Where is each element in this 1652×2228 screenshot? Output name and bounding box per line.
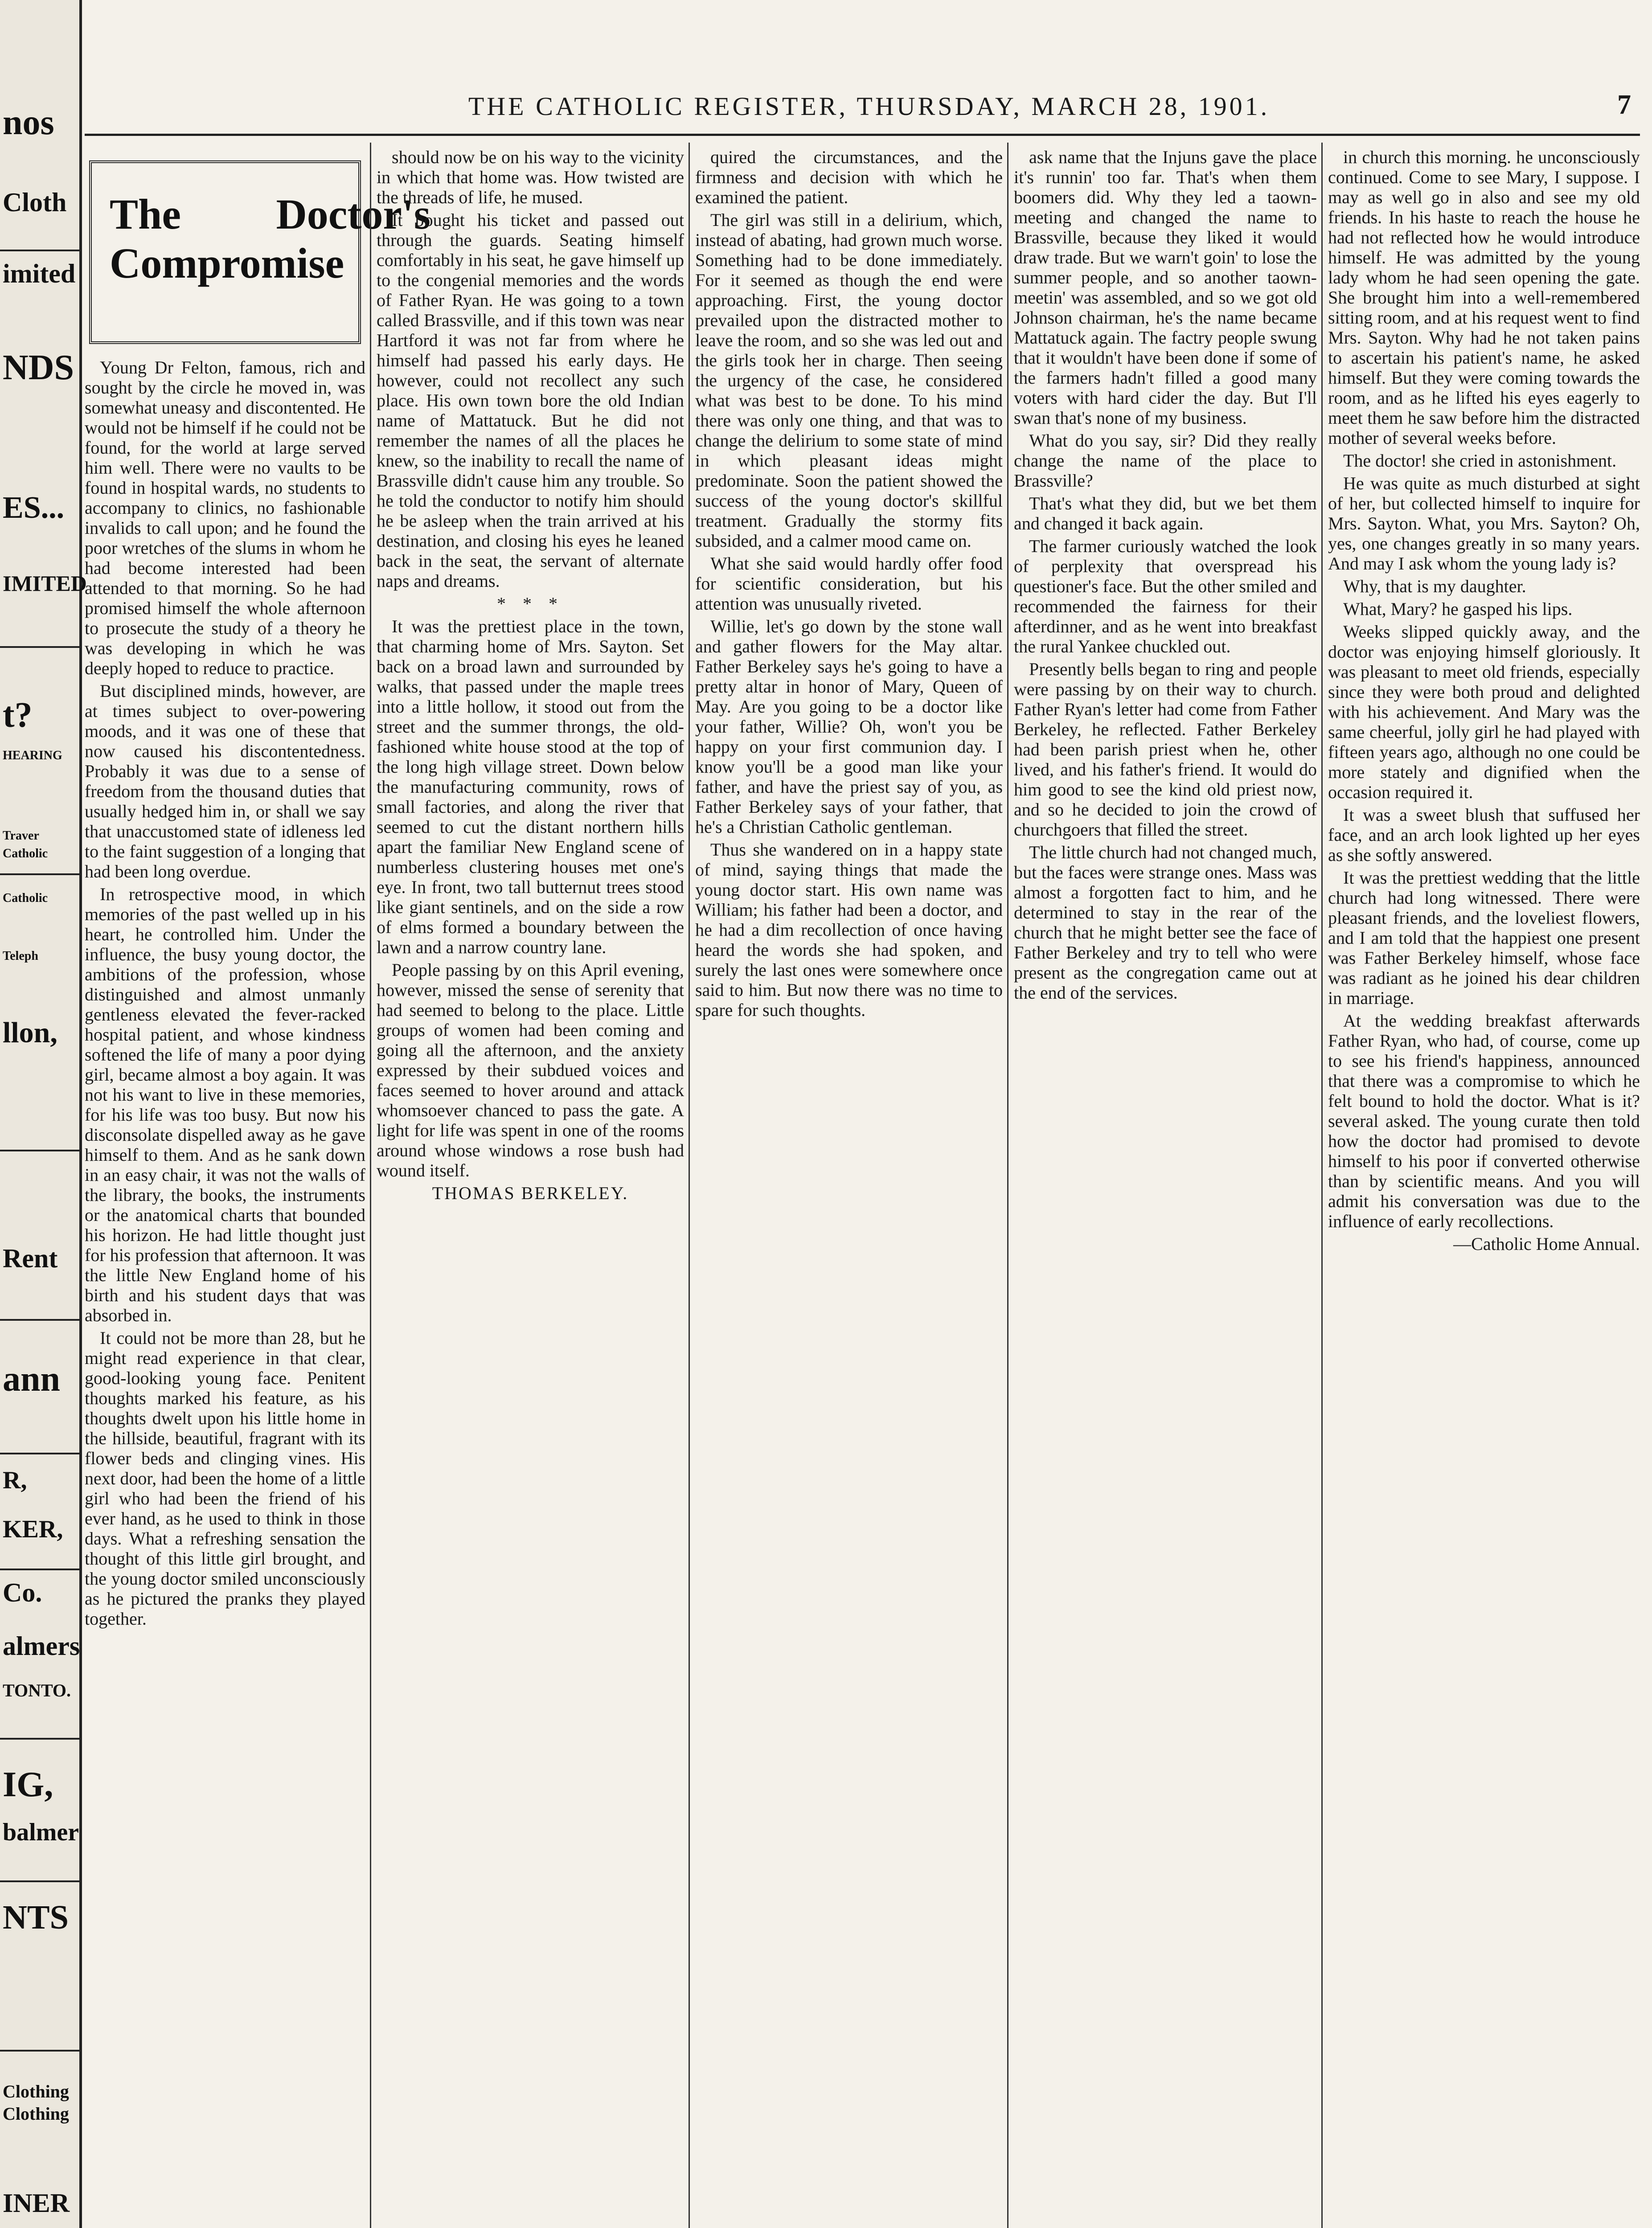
paragraph: It was the prettiest place in the town, that charming home of Mrs. Sayton. Set back on a broad lawn and surrounded by walks, that passed under the maple trees into a little hollow, it stood out from the street and the summer throngs, the old-fashioned white house stood at the top of the long high village street. Down below the manufacturing community, rows of small factories, and along the river that seemed to cut the distant northern hills apart the familiar New England scene of numberless clustering houses met one's eye. In front, two tall butternut trees stood like giant sentinels, and on the side a row of elms formed a boundary between the lawn and a narrow country lane. xyxy=(377,616,684,957)
article-column-2 xyxy=(377,147,684,2228)
edge-fragment: KER, xyxy=(3,1515,63,1543)
edge-fragment: NTS xyxy=(3,1899,69,1936)
edge-fragment: Clothing xyxy=(3,2081,69,2101)
edge-fragment: ES... xyxy=(3,491,65,525)
edge-fragment: llon, xyxy=(3,1016,57,1049)
page-header xyxy=(85,0,1644,147)
paragraph: The farmer curiously watched the look of perplexity that overspread his questioner's face. But the other smiled and recommended the fairness for their afterdinner, and as he went into breakfast the rural Yankee chuckled out. xyxy=(1014,536,1317,656)
paragraph: In retrospective mood, in which memories of the past welled up in his heart, he controlled him. Under the influence, the busy young doctor, the ambitions of the profession, whose distinguished and almost unmanly gentleness elevated the fever-racked hospital patient, and whose kindness softened the life of many a poor dying girl, became almost a boy again. It was not his want to live in these memories, for his life was too busy. But now his disconsolate dispelled away as he gave himself to them. And as he sank down in an easy chair, it was not the walls of the library, the books, the instruments or the anatomical charts that bounded his horizon. He had little thought just for his profession that afternoon. It was the little New England home of his birth and his student days that was absorbed in. xyxy=(85,884,365,1325)
paragraph: It bought his ticket and passed out through the guards. Seating himself comfortably in his seat, he gave himself up to the congenial memories and the words of Father Ryan. He was going to a town called Brassville, and if this town was near Hartford it was not far from where he himself had passed his early days. He however, could not recollect any such place. His own town bore the old Indian name of Mattatuck. But he did not remember the names of all the places he knew, so the inability to recall the name of Brassville didn't cause him any trouble. So he told the conductor to notify him should he be asleep when the train arrived at his destination, and closing his eyes he leaned back in the seat, the servant of alternate naps and dreams. xyxy=(377,210,684,591)
paragraph: It was a sweet blush that suffused her face, and an arch look lighted up her eyes as she softly answered. xyxy=(1328,805,1640,865)
adjacent-page-edge xyxy=(0,0,87,2228)
paragraph: The little church had not changed much, but the faces were strange ones. Mass was almost a forgotten fact to him, and he determined to stay in the rear of the church that he might better see the face of Father Berkeley and try to tell who were present as the congregation came out at the end of the services. xyxy=(1014,842,1317,1003)
paragraph: should now be on his way to the vicinity in which that home was. How twisted are the threads of life, he mused. xyxy=(377,147,684,207)
paragraph: Presently bells began to ring and people were passing by on their way to church. Father Ryan's letter had come from Father Berkeley, he reflected. Father Berkeley had been parish priest when he, other lived, and his father's friend. It would do him good to see the kind old priest now, and so he decided to join the crowd of churchgoers that filled the street. xyxy=(1014,659,1317,840)
edge-fragment: balmer xyxy=(3,1818,79,1846)
edge-fragment: Catholic xyxy=(3,847,48,860)
edge-fragment: nos xyxy=(3,103,54,142)
edge-fragment: Rent xyxy=(3,1244,58,1273)
article-headline: The Doctor's Compromise xyxy=(110,190,430,287)
paragraph: Willie, let's go down by the stone wall and gather flowers for the May altar. Father Berkeley says he's going to have a pretty altar in honor of Mary, Queen of May. Are you going to be a doctor like your father, Willie? Oh, won't you be happy on your first communion day. I know you'll be a good man like your father, and have the priest say of you, as Father Berkeley says of your father, that he's a Christian Catholic gentleman. xyxy=(695,616,1003,837)
paragraph: Thus she wandered on in a happy state of mind, saying things that made the young doctor start. His own name was William; his father had been a doctor, and he had a dim recollection of once having heard the words she had spoken, and surely the last ones were somewhere once said to him. But now there was no time to spare for such thoughts. xyxy=(695,840,1003,1020)
letter-signature: THOMAS BERKELEY. xyxy=(432,1183,629,1203)
edge-fragment: Traver xyxy=(3,829,39,843)
edge-fragment: INER xyxy=(3,2188,70,2218)
edge-fragment: Co. xyxy=(3,1578,42,1607)
edge-fragment: IMITED xyxy=(3,571,87,596)
edge-fragment: almers xyxy=(3,1631,80,1661)
article-column-4 xyxy=(1014,147,1317,2228)
edge-fragment: NDS xyxy=(3,348,74,387)
paragraph: People passing by on this April evening, however, missed the sense of serenity that had seemed to belong to the place. Little groups of women had been coming and going all the afternoon, and the anxiety expressed by their subdued voices and faces seemed to hover around and attack whomsoever chanced to pass the gate. A light for life was spent in one of the rooms around whose windows a rose bush had wound itself. xyxy=(377,960,684,1180)
paragraph: At the wedding breakfast afterwards Father Ryan, who had, of course, come up to see his friend's happiness, announced that there was a compromise to which he felt bound to hold the doctor. What is it? several asked. The young curate then told how the doctor had promised to devote himself to his poor if converted otherwise than by scientific means. And you will admit his conversation was due to the influence of early recollections. xyxy=(1328,1011,1640,1231)
paragraph: That's what they did, but we bet them and changed it back again. xyxy=(1014,493,1317,533)
header-rule xyxy=(85,134,1640,136)
headline-box xyxy=(89,160,430,344)
paragraph: Why, that is my daughter. xyxy=(1343,576,1526,596)
column-rule xyxy=(689,143,690,2228)
section-divider: * * * xyxy=(497,594,564,614)
edge-fragment: IG, xyxy=(3,1765,53,1804)
paragraph: The doctor! she cried in astonishment. xyxy=(1343,451,1617,471)
paragraph: What do you say, sir? Did they really change the name of the place to Brassville? xyxy=(1014,430,1317,491)
edge-fragment: R, xyxy=(3,1466,27,1494)
edge-fragment: HEARING xyxy=(3,749,62,762)
paragraph: He was quite as much disturbed at sight of her, but collected himself to inquire for Mrs. Sayton. What, you Mrs. Sayton? Oh, yes, one changes greatly in so many years. And may I ask whom the young lady is? xyxy=(1328,473,1640,573)
column-rule xyxy=(1007,143,1008,2228)
paragraph: What she said would hardly offer food for scientific consideration, but his attention was unusually riveted. xyxy=(695,553,1003,614)
paragraph: in church this morning. he unconsciously continued. Come to see Mary, I suppose. I may as well go in also and see my old friends. In his haste to reach the house he had not reflected how he would introduce himself. He was admitted by the young lady whom he had seen opening the gate. She brought him into a well-remembered sitting room, and at his request went to find Mrs. Sayton. Why had he not taken pains to ascertain his patient's name, he asked himself. But they were coming towards the room, and as he lifted his eyes eagerly to meet them he saw before him the distracted mother of several weeks before. xyxy=(1328,147,1640,448)
paragraph: Weeks slipped quickly away, and the doctor was enjoying himself gloriously. It was pleasant to meet old friends, especially since they were both proud and delighted with his achievement. And Mary was the same cheerful, jolly girl he had played with fifteen years ago, although no one could be more stately and dignified when the occasion required it. xyxy=(1328,622,1640,802)
article-column-5 xyxy=(1328,147,1640,2228)
paragraph: But disciplined minds, however, are at times subject to over-powering moods, and it was one of these that now caused his discontentedness. Probably it was due to a sense of freedom from the thousand duties that usually hedged him in, or shall we say that unaccustomed state of idleness led to the faint suggestion of a longing that had been long overdue. xyxy=(85,681,365,881)
column-rule xyxy=(1321,143,1323,2228)
article-column-1 xyxy=(85,147,430,2228)
column-rule xyxy=(370,143,371,2228)
edge-fragment: Catholic xyxy=(3,891,48,905)
paragraph: ask name that the Injuns gave the place it's runnin' too far. That's when them boomers did. Why they led a taown-meeting and changed the name to Brassville, because they liked it would draw trade. But we warn't goin' to lose the summer people, and so another taown-meetin' was assembled, and so we got old Johnson chairman, he's the name became Mattatuck again. The factry people swung that it wouldn't have been done if some of the farmers hadn't filled a good many voters with hard cider the day. But I'll swan that's none of my business. xyxy=(1014,147,1317,428)
page-title: THE CATHOLIC REGISTER, THURSDAY, MARCH 28, 1901. xyxy=(468,92,1270,121)
edge-fragment: TONTO. xyxy=(3,1680,71,1700)
paragraph: What, Mary? he gasped his lips. xyxy=(1343,599,1573,619)
article-credit: —Catholic Home Annual. xyxy=(1453,1234,1640,1254)
paragraph: quired the circumstances, and the firmness and decision with which he examined the patient. xyxy=(695,147,1003,207)
article-column-3 xyxy=(695,147,1003,2228)
edge-fragment: imited xyxy=(3,259,76,288)
page-number: 7 xyxy=(1617,90,1631,120)
edge-fragment: Cloth xyxy=(3,188,67,217)
paragraph: It was the prettiest wedding that the little church had long witnessed. There were pleasant friends, and the loveliest flowers, and I am told that the happiest one present was Father Berkeley himself, whose face was radiant as he joined his dear children in marriage. xyxy=(1328,868,1640,1008)
edge-fragment: Teleph xyxy=(3,949,38,963)
edge-fragment: t? xyxy=(3,696,33,735)
edge-fragment: ann xyxy=(3,1360,60,1399)
edge-fragment: Clothing xyxy=(3,2104,69,2124)
paragraph: It could not be more than 28, but he might read experience in that clear, good-looking young face. Penitent thoughts marked his feature, as his thoughts dwelt upon his little home in the hillside, beautiful, fragrant with its flower beds and clinging vines. His next door, had been the home of a little girl who had been the friend of his ever hand, as he used to think in those days. What a refreshing sensation the thought of this little girl brought, and the young doctor smiled unconsciously as he pictured the pranks they played together. xyxy=(85,1328,365,1629)
paragraph: Young Dr Felton, famous, rich and sought by the circle he moved in, was somewhat uneasy and discontented. He would not be himself if he could not be found, for the world at large served him well. There were no vaults to be found in hospital wards, no students to accompany to clinics, no fashionable invalids to call upon; and he found the poor wretches of the slums in whom he had become interested had been attended to that morning. So he had promised himself the whole afternoon to prosecute the study of a theory he was developing in which he was deeply hoped to reduce to practice. xyxy=(85,357,365,678)
paragraph: The girl was still in a delirium, which, instead of abating, had grown much worse. Something had to be done immediately. For it seemed as though the end were approaching. First, the young doctor prevailed upon the distracted mother to leave the room, and so she was led out and the girls took her in charge. Then seeing the urgency of the case, he considered what was best to be done. To his mind there was only one thing, and that was to change the delirium to some state of mind in which pleasant ideas might predominate. Soon the patient showed the success of the young doctor's skillful treatment. Gradually the stormy fits subsided, and a calmer mood came on. xyxy=(695,210,1003,551)
